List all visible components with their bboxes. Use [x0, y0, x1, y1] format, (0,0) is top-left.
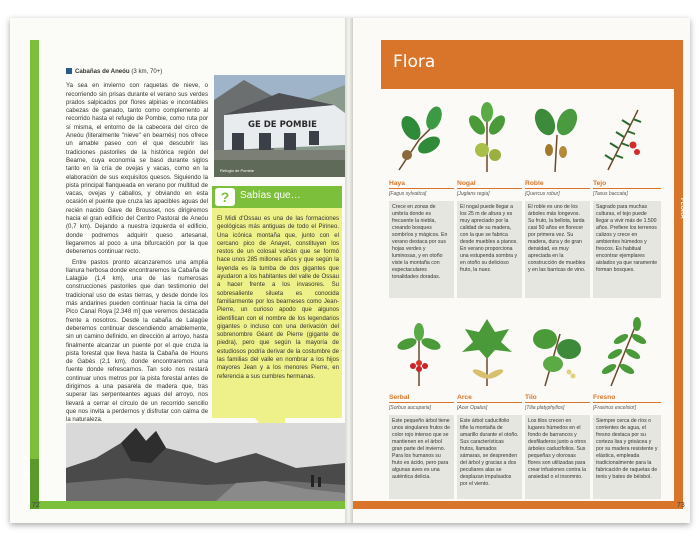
- flora-title: Flora: [393, 52, 436, 72]
- route-paragraph-1: Ya sea en invierno con raquetas de nieve, o recorriendo sin prisas durante el verano sus verdes prados salpicados por flores alpinas e incontables cabezas de ganado, tanto como complemento al recorrido hasta el refugio de Pombie, como ruta por sí misma, el entorno de la cabecera del circo de Aneóu (literalmente "nieve" en bearnés) nos ofrece un amable paseo con el que descubrir las tradiciones pastoriles de la histórica región del Bearne, cuya economía se basó durante siglos tanto en la cría de ovejas y vacas, como en la elaboración de sus exquisitos quesos. Siguiendo la pista principal flanqueada en verano por multitud de vacas, ovejas y caballos, y obviando en esta ocasión el puente que cruza las apacibles aguas del recién nacido Gave de Brousset, nos dirigiremos hacia el gran edificio del Centro Pastoral de Aneóu (0,7 km). Dejando a nuestra izquierda el edificio, donde podremos adquirir queso artesanal, llegaremos al poco a una bifurcación por la que deberemos continuar recto.: [66, 82, 208, 256]
- page-number-right: 73: [677, 502, 685, 509]
- plant-card-arce: [457, 314, 522, 499]
- plant-description: Los tilos crecen en lugares húmedos en el fondo de barrancos y desfiladeros junto a otros árboles caducifolios. Sus pequeñas y olorosas flores son utilizadas para crear infusiones contra la ansiedad o el insomnio.: [525, 415, 590, 499]
- plant-scientific-name: [Fagus sylvatica]: [389, 191, 427, 197]
- plant-name: Tejo: [593, 180, 661, 189]
- plant-name: Roble: [525, 180, 590, 189]
- plant-scientific-name: [Taxus baccata]: [593, 191, 628, 197]
- haya-leaf-illustration: [389, 100, 451, 175]
- plant-description: El nogal puede llegar a los 25 m de altura y es muy apreciado por la calidad de su madera, con la que se fabrica desde muebles a pianos. En verano proporciona una estupenda sombra y en otoño su delicioso fruto, la nuez.: [457, 201, 522, 298]
- plant-scientific-name: [Sorbus aucuparia]: [389, 405, 431, 411]
- plant-card-haya: [389, 100, 454, 298]
- mountain-photo: [66, 423, 345, 501]
- ruta-label: RUTA 6: [24, 457, 30, 479]
- plant-description: Crece en zonas de umbría donde es frecuente la niebla, creando bosques sombríos y mágicos. En verano destaca por sus hojas verdes y luminosas, y en otoño viste la montaña con espectaculares tonalidades doradas.: [389, 201, 454, 298]
- page-number-left: 72: [32, 502, 40, 509]
- right-color-tab: [674, 40, 683, 509]
- plant-name: Tilo: [525, 394, 590, 403]
- left-footer-bar: [39, 501, 345, 509]
- plant-description: Este pequeño árbol tiene unos singulares frutos de color rojo intenso que se mantienen en el árbol gran parte del invierno. Para los humanos su fruto es ácido, pero para algunas aves es una auténtica delicia.: [389, 415, 454, 499]
- plant-card-nogal: [457, 100, 522, 298]
- nogal-leaf-illustration: [457, 100, 519, 175]
- plant-scientific-name: [Tilia platyphyllos]: [525, 405, 565, 411]
- plant-name: Haya: [389, 180, 454, 189]
- left-page: [10, 18, 345, 523]
- right-page: [353, 18, 690, 523]
- sabias-que-title: Sabías que…: [240, 190, 301, 201]
- right-footer-bar: [353, 501, 674, 509]
- refuge-sign-text: GE DE POMBIE: [248, 120, 317, 130]
- plant-name: Serbal: [389, 394, 454, 403]
- plant-card-fresno: [593, 314, 661, 499]
- route-paragraph-2: Entre pastos pronto alcanzaremos una amplia llanura herbosa donde encontraremos la Cabaña de Lalagüe (1,4 km), una de las numerosas construcciones pastoriles que dan testimonio del tradicional uso de estas tierras, y desde donde los más andarines pueden continuar hacia la cima del Pico Canal Roya [2.348 m] que veremos destacada frente a nosotros. Desde la cabaña de Lalagüe deberemos continuar descendiendo amablemente, sin un camino definido, en dirección al arroyo, hasta finalmente alcanzar un puente por el que cruza la pista forestal que lleva hasta la Cabaña de Houns de Gabès (2,1 km), donde encontraremos una fuente donde refrescarnos. Tan solo nos restará continuar unos metros por la pista forestal antes de dirigirnos a una pasarela de madera que, tras superar las serpenteantes aguas del arroyo, nos llevará a cerrar el círculo de un recorrido sencillo que nos invita a perdernos y disfrutar con calma de la naturaleza.: [66, 258, 208, 424]
- plant-scientific-name: [Quercus robur]: [525, 191, 560, 197]
- flora-side-label: FLORA: [679, 197, 685, 219]
- plant-scientific-name: [Juglans regia]: [457, 191, 490, 197]
- plant-name: Fresno: [593, 394, 661, 403]
- book-gutter: [345, 18, 353, 523]
- plant-card-tejo: [593, 100, 661, 298]
- section-title: Cabañas de Aneóu: [75, 68, 130, 75]
- plant-name: Arce: [457, 394, 522, 403]
- refuge-photo-caption: Refugio de Pombie: [220, 168, 255, 173]
- tejo-leaf-illustration: [593, 100, 655, 175]
- roble-leaf-illustration: [525, 100, 587, 175]
- plant-scientific-name: [Fraxinus excelsior]: [593, 405, 637, 411]
- plant-description: Este árbol caducifolio tiñe la montaña de amarillo durante el otoño. Sus características frutos, llamados sámaras, se desprenden del árbol y gracias a dos peculiares alas se desplazan impulsados por el viento.: [457, 415, 522, 499]
- refuge-photo: [214, 75, 345, 177]
- refuge-photo-image: [214, 75, 345, 177]
- section-heading: [66, 68, 208, 76]
- sabias-que-text: El Midi d'Ossau es una de las formaciones geológicas más antiguas de todo el Pirineo. Una icónica montaña que, junto con el cercano pico de Anayet, constituyen los restos de un colosal volcán que se formó hace unos 285 millones años y que según la leyenda es la tumba de dos gigantes que ayudaron a los habitantes del valle de Ossau a hacer frente a los invasores. Su sobresaliente silueta es conocida familiarmente por los bearneses como Jean-Pierre, un curioso apodo que algunos identifican con el nombre de los legendarios gigantes o incluso con una derivación del sobrenombre Géant de Pierre (gigante de piedra), pero que según la mayoría de estudiosos podría derivar de la costumbre de las familias del valle en nombrar a los hijos mayores Jean y a los menores Pierre, en referencia a sus cumbres hermanas.: [217, 216, 339, 380]
- route-text-column: [66, 68, 208, 426]
- plant-card-roble: [525, 100, 590, 298]
- plant-description: El roble es uno de los árboles más longevos. Su fruto, la bellota, tarda casi 50 años en florecer por primera vez. Su madera, dura y de gran densidad, es muy apreciada en la construcción de muebles y en las barricas de vino.: [525, 201, 590, 298]
- plant-card-tilo: [525, 314, 590, 499]
- question-mark-icon: ?: [215, 188, 235, 206]
- plant-description: Sagrado para muchas culturas, el tejo puede llegar a vivir más de 1.500 años. Prefiere los terrenos calizos y crece en ambientes húmedos y frescos. Es habitual encontrar ejemplares aislados ya que raramente forman bosques.: [593, 201, 661, 298]
- serbal-leaf-illustration: [389, 314, 451, 389]
- plant-card-serbal: [389, 314, 454, 499]
- tilo-leaf-illustration: [525, 314, 587, 389]
- book-spread: [10, 18, 690, 523]
- section-meta: (3 km, 70+): [131, 68, 163, 75]
- square-bullet-icon: [66, 68, 72, 74]
- plant-scientific-name: [Acer Opalus]: [457, 405, 488, 411]
- fresno-leaf-illustration: [593, 314, 655, 389]
- left-color-tab: [30, 40, 39, 509]
- plant-description: Siempre cerca de ríos o corrientes de agua, el fresno destaca por su corteza lisa y grisácea y por su madera resistente y elástica, empleada tradicionalmente para la fabricación de raquetas de tenis y bates de béisbol.: [593, 415, 661, 499]
- arce-leaf-illustration: [457, 314, 519, 389]
- midi-ossau-photo-image: [66, 423, 345, 501]
- plant-name: Nogal: [457, 180, 522, 189]
